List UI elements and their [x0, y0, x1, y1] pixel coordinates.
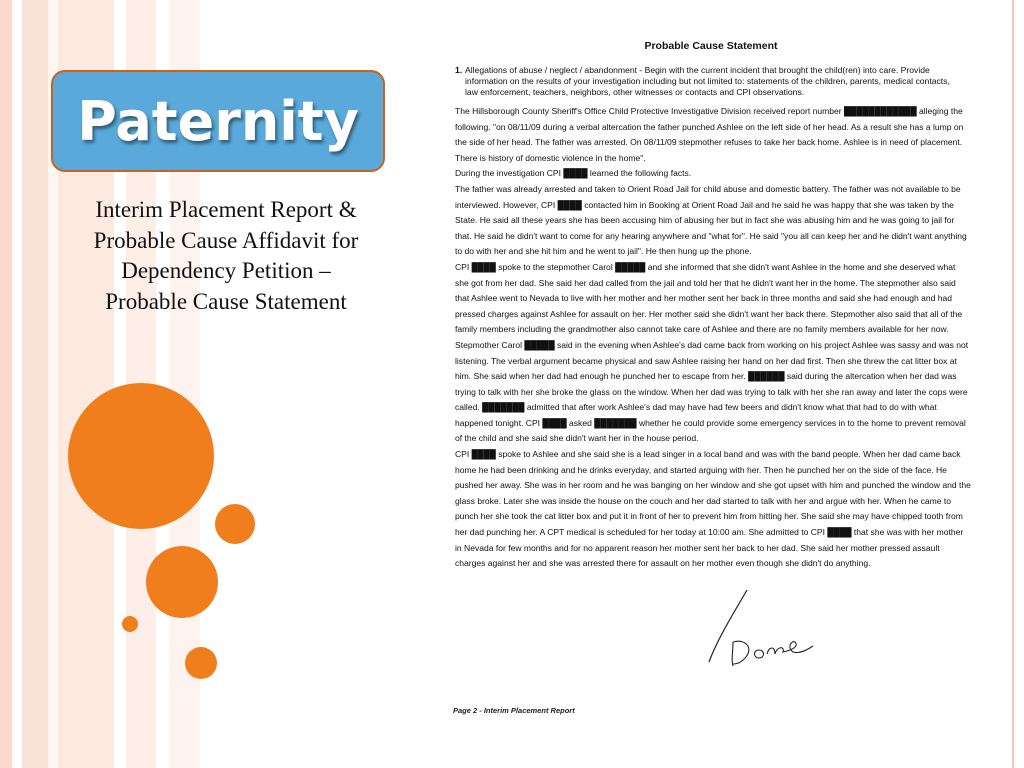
decorative-circle-medium-large	[146, 546, 218, 618]
paragraph-report: The Hillsborough County Sheriff's Office Child Protective Investigative Division received report number ████████████ alleging the following. "on 08/11/09 during a verbal altercation the father punched Ashlee on the left side of her head. As a result she has a lump on the side of her head. The father was arrested. On 08/11/09 stepmother refuses to take her back home. Ashlee is in need of placement. There is history of domestic violence in the home".	[455, 106, 964, 163]
decorative-circle-tiny	[122, 616, 138, 632]
handwritten-signature	[703, 580, 823, 666]
decorative-circle-large	[68, 383, 214, 529]
slide-title: Paternity	[77, 89, 359, 153]
decorative-circle-medium	[215, 504, 255, 544]
right-edge-rule	[1012, 0, 1014, 768]
paragraph-ashlee: CPI ████ spoke to Ashlee and she said she is a lead singer in a local band and was with the band people. When her dad came back home he had been drinking and he drinks everyday, and started arguing with her. Then he punched her on the side of the face. He pushed her away. She was in her room and he was banging on her window and she got upset with him and punched the window and the glass broke. Later she was inside the house on the couch and her dad started to talk with her and argue with her. When he came to punch her she took the cat litter box and put it in front of her to prevent him from hitting her. She said she may have chipped tooth from her dad punching her. A CPT medical is scheduled for her today at 10:00 am. She admitted to CPI ████ that she was with her mother in Nevada for few months and for no apparent reason her mother sent her back to her dad. She said her mother pressed assault charges against her and she was arrested there for assault on her mother even though she didn't do anything.	[455, 449, 971, 569]
paragraph-father: The father was already arrested and taken to Orient Road Jail for child abuse and domestic battery. The father was not available to be interviewed. However, CPI ████ contacted him in Booking at Orient Road Jail and he said he was happy that she was taken by the State. He said all these years she has been accusing him of abusing her but in fact she was abusing him and he was going to jail for that. He said he didn't want to come for any hearing anywhere and "what for". He said "you all can keep her and he didn't want anything to do with her and she hit him and he went to jail". He then hung up the phone.	[455, 183, 967, 257]
paragraph-stepmother: CPI ████ spoke to the stepmother Carol █████ and she informed that she didn't want Ashlee in the home and she deserved what she got from her dad. She said her dad called from the jail and told her that he didn't want her in the home. The stepmother also said that Ashlee went to Nevada to live with her mother and her mother sent her back in three months and said she had enough and had pressed charges against Ashlee for assault on her. Her mother said she didn't want her back there. Stepmother also said that all of the family members including the grandmother also cannot take care of Ashlee and there are no family members available for her now. Stepmother Carol █████ said in the evening when Ashlee's dad came back from working on his project Ashlee was sassy and was not listening. The verbal argument became physical and saw Ashlee raising her hand on her dad first. Then she threw the cat litter box at him. She said when her dad had enough he punched her to escape from her. ██████ said during the altercation when her dad was trying to talk with her she broke the glass on the window. When her dad was trying to talk with her she ran away and later the cops were called. ███████ admitted that after work Ashlee's dad may have had few beers and didn't know what that had to do with what happened tonight. CPI ████ asked ███████ whether he could provide some emergency services in to the home to prevent removal of the child and she said she didn't want her in the house period.	[455, 261, 969, 444]
document-heading: Probable Cause Statement	[644, 40, 778, 52]
slide-title-badge	[51, 70, 385, 172]
item-text: Allegations of abuse / neglect / abandonment - Begin with the current incident that brought the child(ren) into care. Provide information on the results of your investigation including but not limited to: statements of the children, parents, medical contacts, law enforcement, teachers, neighbors, other witnesses or contacts and CPI observations.	[465, 65, 950, 98]
document-footer: Page 2 - Interim Placement Report	[453, 706, 575, 715]
document-body	[455, 104, 971, 572]
slide-subtitle: Interim Placement Report & Probable Cause Affidavit for Dependency Petition – Probable Cause Statement	[93, 197, 359, 314]
paragraph-investigation: During the investigation CPI ████ learned the following facts.	[455, 168, 692, 179]
document-instruction-item	[455, 65, 955, 99]
decorative-circle-small	[185, 647, 217, 679]
item-number: 1.	[455, 65, 463, 75]
scanned-document	[445, 32, 971, 722]
